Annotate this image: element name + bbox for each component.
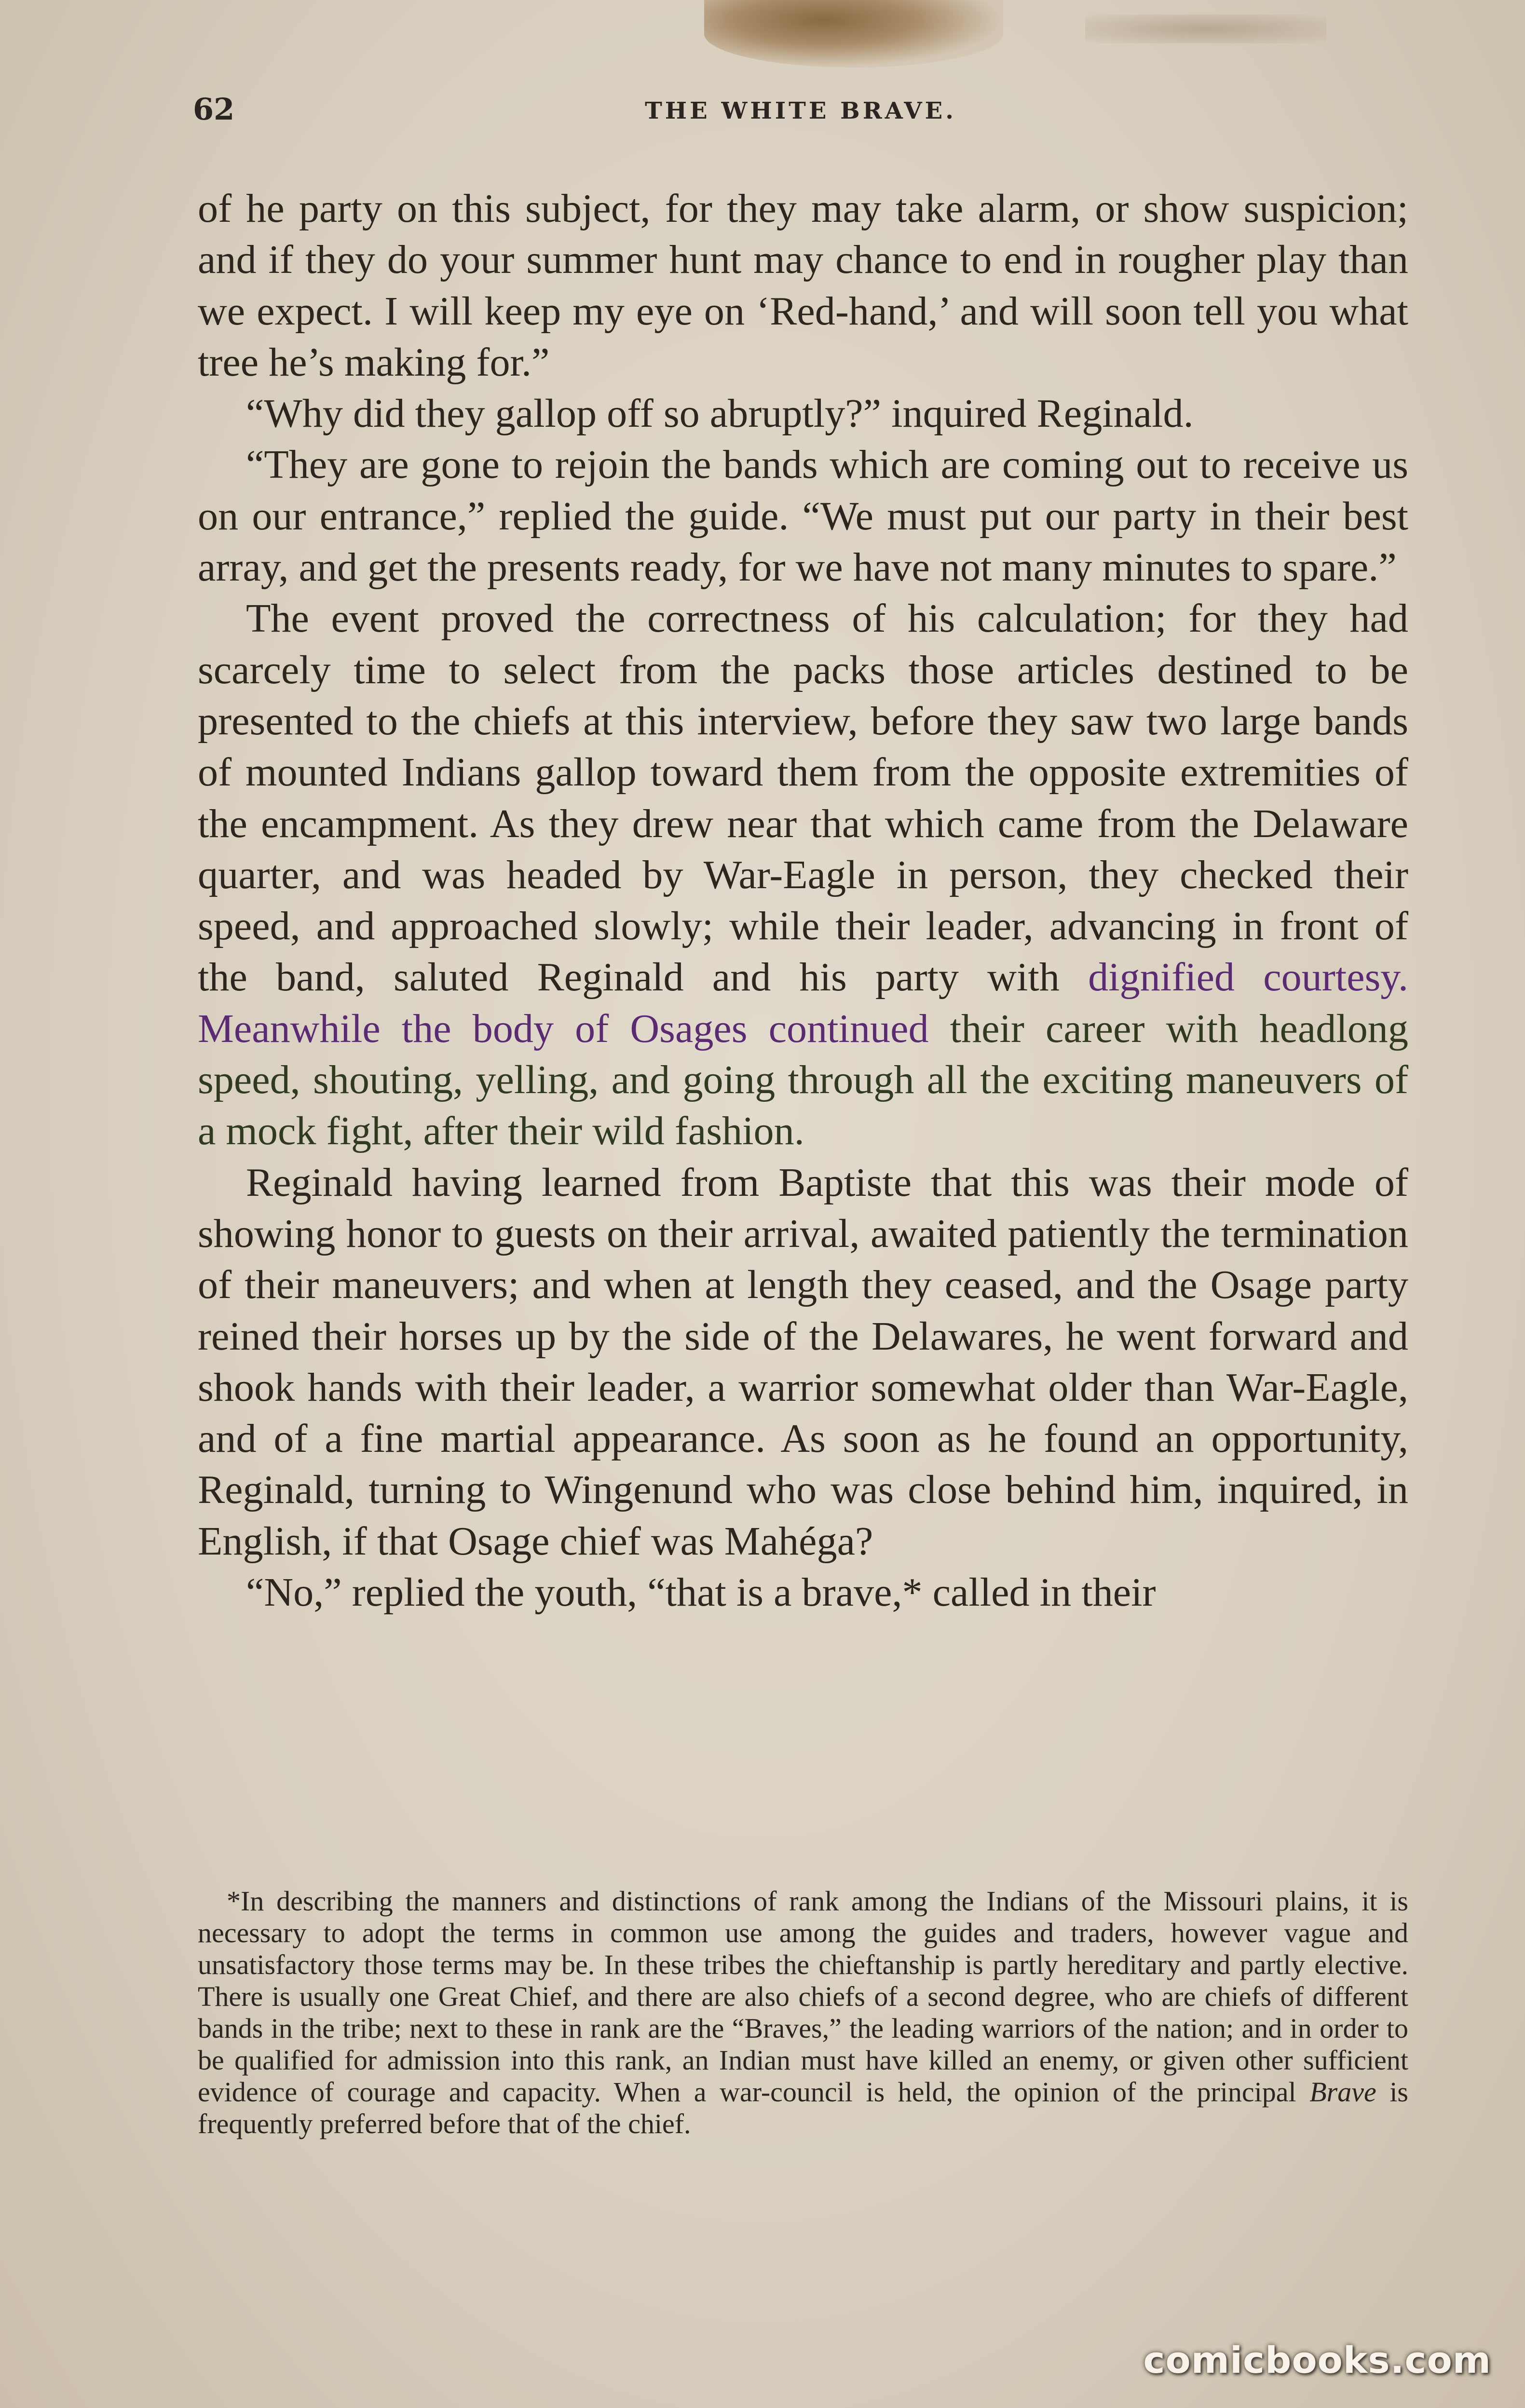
paragraph-reginald-baptiste: Reginald having learned from Baptiste that this was their mode of showing honor to guests on their arrival, awaited patiently the termination of their maneuvers; and when at length they ceased, and the Osage party reined their horses up by the side of the Delawares, he went forward and shook hands with their leader, a warrior somewhat older than War-Eagle, and of a fine martial appearance. As soon as he found an opportunity, Reginald, turning to Wingenund who was close behind him, inquired, in English, if that Osage chief was Mahéga? [198, 1160, 1408, 1564]
paper-stain [704, 0, 1003, 68]
footnote-body: *In describing the manners and distinctions of rank among the Indians of the Missouri plains, it is necessary to adopt the terms in common use among the guides and traders, however vague and unsatisfactory those terms may be. In these tribes the chieftanship is partly hereditary and partly elective. There is usually one Great Chief, and there are also chiefs of a second degree, who are chiefs of different bands in the tribe; next to these in rank are the “Braves,” the leading warriors of the nation; and in order to be qualified for admission into this rank, an Indian must have killed an enemy, or given other sufficient evidence of courage and capacity. When a war-council is held, the opinion of the principal [198, 1885, 1408, 2108]
footnote [198, 1885, 1408, 2140]
event-text-highlight: dignified courtesy. Meanwhile the body of Osages continued [198, 955, 1409, 1051]
footnote-text [198, 1885, 1408, 2140]
event-text-part3: their career with headlong speed, shouting, yelling, and going through all the exciting maneuvers of a mock fight, after their wild fashion. [198, 1006, 1408, 1154]
page-number: 62 [193, 92, 235, 127]
paragraph-youth-reply: “No,” replied the youth, “that is a brave,* called in their [246, 1570, 1156, 1615]
site-watermark: comicbooks.com [1143, 2339, 1491, 2381]
page-header [193, 92, 1408, 135]
paragraph-reginald-question: “Why did they gallop off so abruptly?” inquired Reginald. [246, 391, 1194, 436]
body-text [198, 183, 1408, 1618]
paragraph-continuation: of he party on this subject, for they may take alarm, or show suspicion; and if they do your summer hunt may chance to end in rougher play than we expect. I will keep my eye on ‘Red-hand,’ and will soon tell you what tree he’s making for.” [198, 186, 1408, 385]
paragraph-guide-reply: “They are gone to rejoin the bands which are coming out to receive us on our entrance,” replied the guide. “We must put our party in their best array, and get the presents ready, for we have not many minutes to spare.” [198, 442, 1408, 590]
running-title: THE WHITE BRAVE. [645, 97, 956, 124]
footnote-emphasis: Brave [1309, 2076, 1376, 2108]
event-text-part1: The event proved the correctness of his calculation; for they had scarcely time to select from the packs those articles destined to be presented to the chiefs at this interview, before they saw two large bands of mounted Indians gallop toward them from the opposite extremities of the encampment. As they drew near that which came from the Delaware quarter, and was headed by War-Eagle in person, they checked their speed, and approached slowly; while their leader, advancing in front of the band, saluted Reginald and his party with [198, 596, 1408, 1000]
paper-stain-secondary [1085, 14, 1326, 43]
footnote-tail: is frequently preferred before that of the chief. [198, 2076, 1408, 2139]
paragraph-event [198, 593, 1408, 1157]
